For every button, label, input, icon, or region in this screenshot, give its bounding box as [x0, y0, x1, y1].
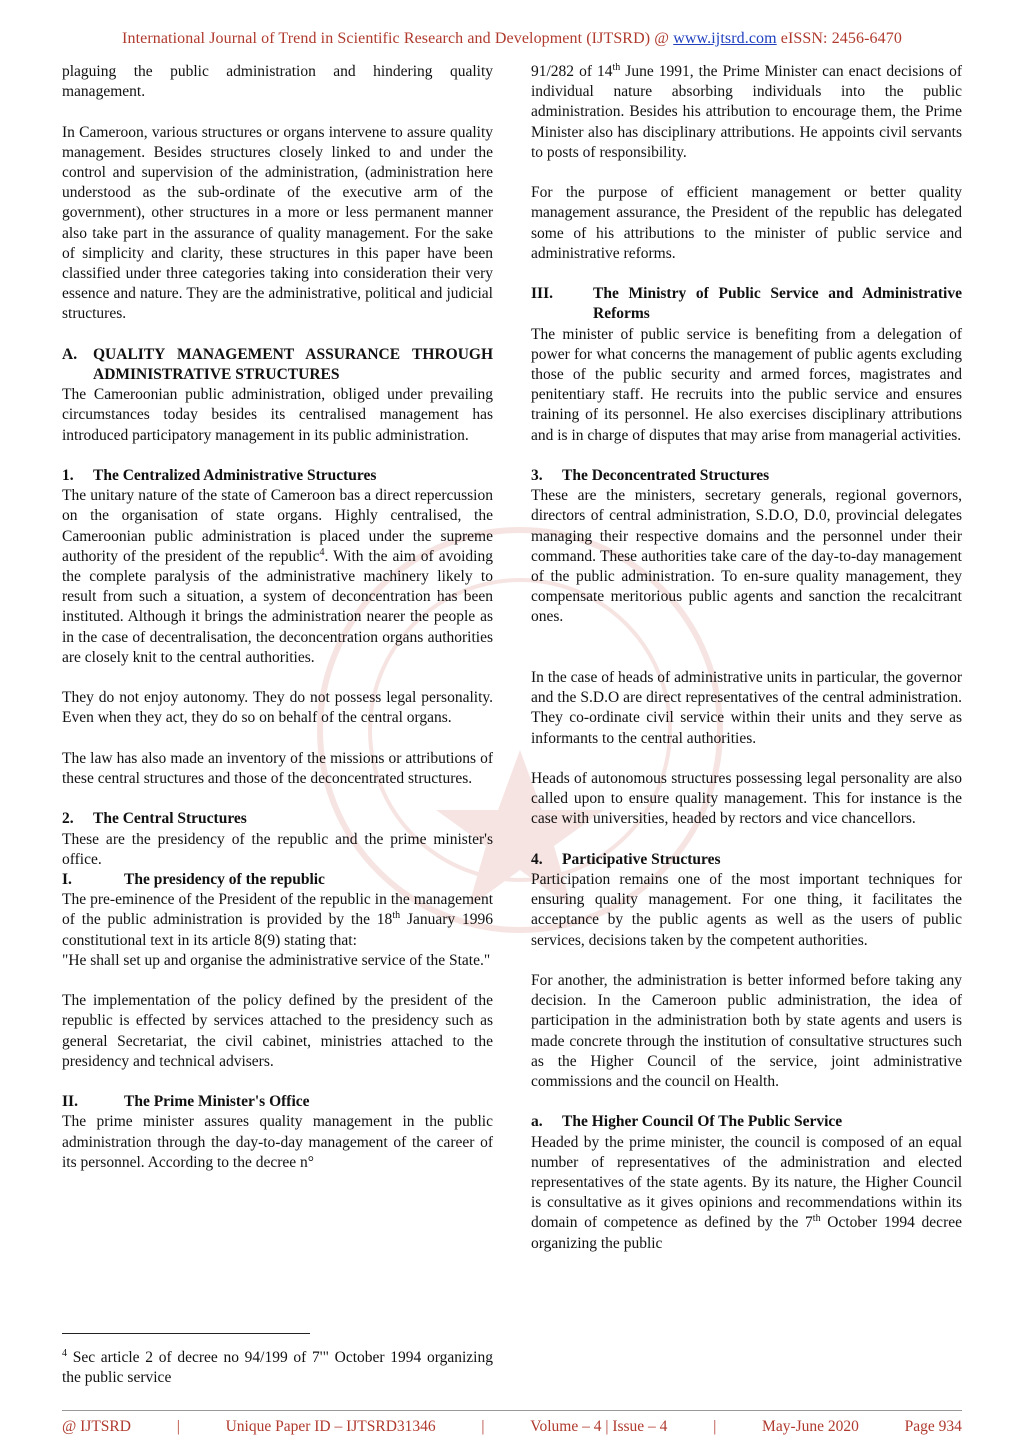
paragraph: These are the presidency of the republic and the prime minister's office.: [62, 830, 493, 868]
footnote: $^4$ Sec article 2 of decree no 94/199 of 7'" October 1994 organizing the public service: [62, 1347, 493, 1386]
section-heading-a: A. QUALITY MANAGEMENT ASSURANCE THROUGH ADMINISTRATIVE STRUCTURES: [62, 345, 493, 384]
header-issn: eISSN: 2456-6470: [776, 30, 902, 47]
subsection-heading-1: 1. The Centralized Administrative Structures: [62, 467, 377, 485]
subsection-heading-4: 4. Participative Structures: [531, 850, 721, 868]
footer-divider: [62, 1410, 962, 1411]
paragraph: These are the ministers, secretary generals, regional governors, directors of central administration, S.D.O, D.0, provincial delegates managing their respective domains and the personnel under their command. These authorities take care of the day-to-day management of the public administration. To en-sure quality management, they compensate meritorious public agents and sanction the recalcitrant ones.: [531, 487, 962, 626]
page-footer: @ IJTSRD | Unique Paper ID – IJTSRD31346 | Volume – 4 | Issue – 4 | May-June 2020 Page 934: [62, 1418, 962, 1435]
paragraph: For the purpose of efficient management or better quality management assurance, the President of the republic has delegated some of his attributions to the minister of public service and administrative reforms.: [531, 184, 962, 262]
paragraph: The Cameroonian public administration, obliged under prevailing circumstances today besides its centralised management has introduced participatory management in its public administration.: [62, 386, 493, 444]
footer-volume-issue: Volume – 4 | Issue – 4: [530, 1418, 668, 1435]
footer-page-number: Page 934: [904, 1418, 962, 1435]
paragraph: plaguing the public administration and hindering quality management.: [62, 63, 493, 101]
quotation: "He shall set up and organise the administrative service of the State.": [62, 951, 491, 969]
paragraph: The implementation of the policy defined by the president of the republic is effected by services attached to the presidency such as general Secretariat, the civil cabinet, ministries attached to the presidency and technical advisers.: [62, 992, 493, 1070]
paragraph: The law has also made an inventory of the missions or attributions of these central structures and those of the deconcentrated structures.: [62, 749, 493, 788]
footer-paper-id: Unique Paper ID – IJTSRD31346: [225, 1418, 436, 1435]
paragraph: Participation remains one of the most important techniques for ensuring quality management. For one thing, it facilitates the acceptance by the public agents as well as the users of public services, decisions taken by the competent authorities.: [531, 871, 962, 949]
subsection-heading-ii: II. The Prime Minister's Office: [62, 1093, 310, 1111]
right-column: [531, 62, 962, 1254]
subsection-heading-iii: III. The Ministry of Public Service and Administrative Reforms: [531, 285, 962, 323]
subsection-heading-i: I. The presidency of the republic: [62, 871, 325, 889]
paragraph: In Cameroon, various structures or organs intervene to assure quality management. Besides structures closely linked to and under the control and supervision of the administration, (administration here understood as the sub-ordinate of the executive arm of the government), other structures in a more or less permanent manner also take part in the assurance of quality management. For the sake of simplicity and clarity, these structures in this paper have been classified under three categories taking into consideration their very essence and nature. They are the administrative, political and judicial structures.: [62, 123, 493, 323]
paragraph: The prime minister assures quality management in the public administration through the day-to-day management of the career of its personnel. According to the decree n°: [62, 1113, 493, 1171]
header-journal-title: International Journal of Trend in Scientific Research and Development (IJTSRD) @: [122, 30, 674, 47]
subsection-heading-3: 3. The Deconcentrated Structures: [531, 467, 770, 485]
paragraph: In the case of heads of administrative units in particular, the governor and the S.D.O are direct representatives of the central administration. They co-ordinate civil service within their units and they serve as informants to the central authorities.: [531, 669, 962, 747]
paragraph: Heads of autonomous structures possessing legal personality are also called upon to ensure quality management. This for instance is the case with universities, headed by rectors and vice chancellors.: [531, 770, 962, 828]
paragraph: The pre-eminence of the President of the republic in the management of the public administration is provided by the 18th January 1996 constitutional text in its article 8(9) stating that:: [62, 891, 493, 949]
paragraph: The unitary nature of the state of Cameroon bas a direct repercussion on the organisation of state organs. Highly centralised, the Cameroonian public administration is placed under the supreme authority of the president of the republic$^4$. With the aim of avoiding the complete paralysis of the administrative machinery likely to result from such a situation, a system of deconcentration has been instituted. Although it brings the administration nearer the people as in the case of decentralisation, the deconcentration organs authorities are closely knit to the central authorities.: [62, 487, 493, 666]
paragraph: For another, the administration is better informed before taking any decision. In the Cameroon public administration, the idea of participation in the administration both by state agents and users is made concrete through the institution of consultative structures such as the Higher Council of the service, joint administrative commissions and the council on Health.: [531, 972, 962, 1091]
footnote-rule: [62, 1333, 310, 1334]
journal-website-link[interactable]: www.ijtsrd.com: [673, 30, 777, 47]
subsection-heading-a-lower: a. The Higher Council Of The Public Service: [531, 1113, 843, 1131]
paragraph: They do not enjoy autonomy. They do not possess legal personality. Even when they act, they do so on behalf of the central organs.: [62, 689, 493, 727]
footnote-ref[interactable]: 4: [319, 546, 325, 558]
paragraph: The minister of public service is benefiting from a delegation of power for what concerns the management of public agents excluding those of the public security and armed forces, magistrates and penitentiary staff. He recruits into the public service and ensures training of its personnel. He also exercises disciplinary attributions and is in charge of disputes that may arise from managerial activities.: [531, 325, 962, 444]
footer-journal: @ IJTSRD: [62, 1418, 131, 1435]
paragraph: Headed by the prime minister, the council is composed of an equal number of representatives of the administration and elected representatives of the state agents. By its nature, the Higher Council is consultative as it gives opinions and recommendations within its domain of competence as defined by the 7th October 1994 decree organizing the public: [531, 1133, 962, 1252]
paragraph: 91/282 of 14th June 1991, the Prime Minister can enact decisions of individual nature absorbing individuals into the public administration. Besides his attribution to encourage them, the Prime Minister also has disciplinary attributions. He appoints civil servants to posts of responsibility.: [531, 61, 962, 161]
subsection-heading-2: 2. The Central Structures: [62, 810, 247, 828]
running-header: [0, 30, 1024, 48]
left-column: [62, 62, 493, 1173]
footer-date: May-June 2020: [762, 1418, 859, 1435]
